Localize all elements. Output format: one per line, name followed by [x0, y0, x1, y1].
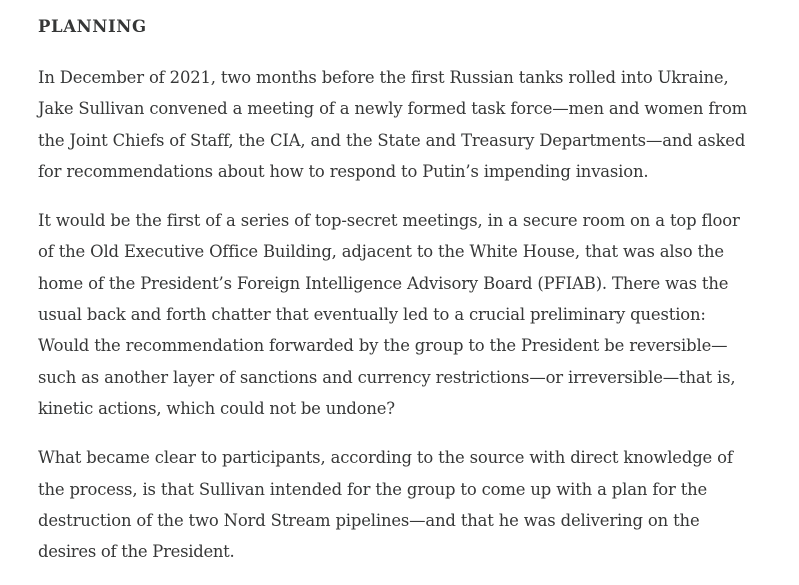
paragraph-line: home of the President’s Foreign Intelligence Advisory Board (PFIAB). There was the [38, 273, 729, 293]
paragraph-line: the Joint Chiefs of Staff, the CIA, and the State and Treasury Departments—and asked [38, 130, 746, 150]
paragraph-line: Jake Sullivan convened a meeting of a newly formed task force—men and women from [38, 99, 748, 119]
paragraph-line: In December of 2021, two months before the first Russian tanks rolled into Ukraine, [38, 68, 729, 87]
paragraph-line: for recommendations about how to respond to Putin’s impending invasion. [38, 161, 649, 181]
paragraph-line: kinetic actions, which could not be undone? [38, 398, 395, 418]
section-heading: PLANNING [38, 17, 147, 36]
paragraph-2 [38, 205, 798, 424]
paragraph-line: of the Old Executive Office Building, adjacent to the White House, that was also the [38, 242, 724, 262]
paragraph-line: It would be the first of a series of top-secret meetings, in a secure room on a top floor [38, 211, 740, 231]
paragraph-line: the process, is that Sullivan intended for the group to come up with a plan for the [38, 479, 708, 499]
paragraph-3 [38, 442, 798, 567]
paragraph-line: Would the recommendation forwarded by the group to the President be reversible— [38, 336, 728, 356]
article-body [38, 12, 798, 585]
paragraph-line: What became clear to participants, according to the source with direct knowledge of [38, 448, 733, 468]
paragraph-line: destruction of the two Nord Stream pipelines—and that he was delivering on the [38, 510, 700, 530]
paragraph-line: such as another layer of sanctions and currency restrictions—or irreversible—that is, [38, 367, 736, 387]
paragraph-line: usual back and forth chatter that eventually led to a crucial preliminary question: [38, 305, 706, 325]
paragraph-line: desires of the President. [38, 542, 235, 562]
paragraph-1 [38, 62, 798, 187]
